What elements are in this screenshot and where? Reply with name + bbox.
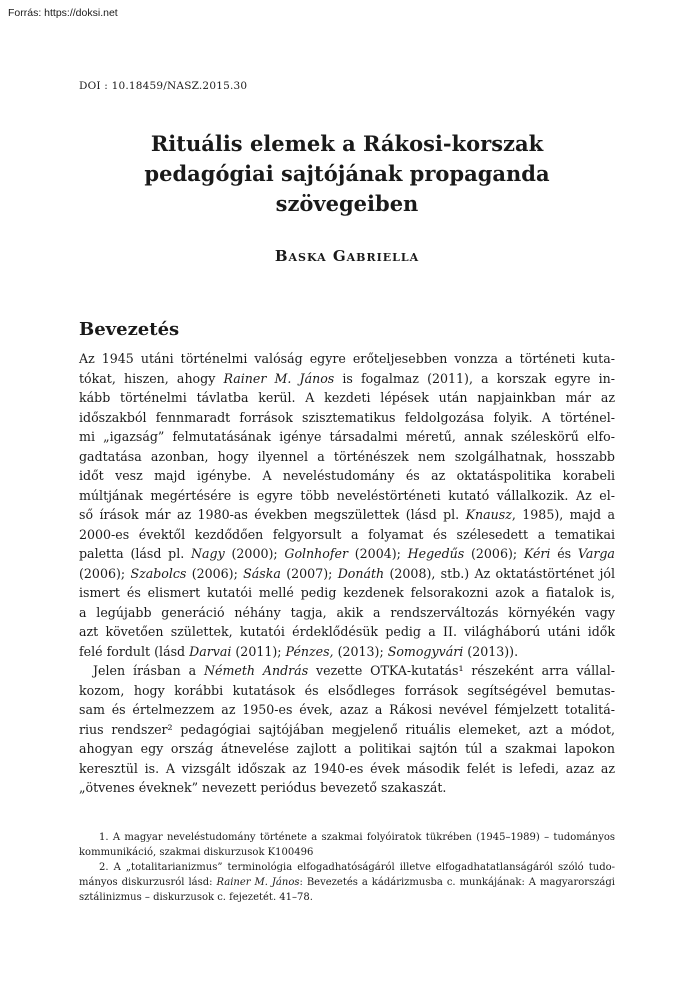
footnote-1: 1. A magyar neveléstudomány története a szakmai folyóiratok tükrében (1945–1989) – tudományos <box>99 832 615 843</box>
author-reference: Golnhofer <box>284 546 348 561</box>
text-line: felé fordult (lásd Darvai (2011); Pénzes, (2013); Somogyvári (2013)). <box>79 643 519 659</box>
title-line: pedagógiai sajtójának propaganda <box>144 161 550 186</box>
text-line: ső írások már az 1980-as években megszülettek (lásd pl. Knausz, 1985), majd a <box>79 507 615 522</box>
text-line: azt követően születtek, kutatói érdeklődésük pedig a II. világháború utáni idők <box>79 624 615 639</box>
text-line: gadtatása azonban, hogy ilyennel a történészek nem szolgálhatnak, hosszabb <box>79 448 615 464</box>
text-line: ismert és elismert kutatói mellé pedig kezdenek felsorakozni azok a fiatalok is, <box>79 585 615 600</box>
author-reference: Rainer M. János <box>216 877 300 888</box>
author-reference: Rainer M. János <box>223 370 335 386</box>
text-line: kább történelmi távlatba kerül. A kezdeti lépések után napjainkban már az <box>79 390 615 405</box>
text-line: tókat, hiszen, ahogy Rainer M. János is fogalmaz (2011), a korszak egyre in- <box>79 370 616 386</box>
text-line: keresztül is. A vizsgált időszak az 1940-es évek második felét is lefedi, azaz az <box>79 760 615 776</box>
footnote-2-cont: sztálinizmus – diskurzusok c. fejezetét. 41–78. <box>79 892 313 903</box>
text-line: ahogyan egy ország átnevelése zajlott a politikai sajtón túl a szakmai lapokon <box>79 741 615 756</box>
text-line: 2000-es évektől kezdődően felgyorsult a folyamat és szélesedett a tematikai <box>79 526 615 542</box>
author-reference: Donáth <box>337 565 385 581</box>
section-heading: Bevezetés <box>79 319 180 340</box>
author-reference: Pénzes, <box>285 643 334 659</box>
author-reference: Knausz <box>465 507 512 522</box>
title-line: szövegeiben <box>275 191 419 216</box>
text-line: mi „igazság” felmutatásának igénye társadalmi méretű, annak széleskörű elfo- <box>79 429 615 444</box>
text-line: időt vesz majd igénybe. A neveléstudomány és az oktatáspolitika korabeli <box>79 468 615 483</box>
text-line: (2006); Szabolcs (2006); Sáska (2007); Donáth (2008), stb.) Az oktatástörténet jól <box>79 565 615 581</box>
footnote-2: 2. A „totalitarianizmus” terminológia elfogadhatóságáról illetve elfogadhatatlanságáról szóló tudo- <box>99 862 615 873</box>
author-reference: Szabolcs <box>130 565 187 581</box>
author-reference: Darvai <box>189 643 232 659</box>
text-line: a legújabb generáció néhány tagja, akik a rendszerváltozás környékén vagy <box>79 604 615 620</box>
text-line: Jelen írásban a Németh András vezette OTKA-kutatás¹ részeként arra vállal- <box>93 663 615 678</box>
title-line: Rituális elemek a Rákosi-korszak <box>150 131 544 156</box>
doi: DOI : 10.18459/NASZ.2015.30 <box>79 80 248 92</box>
text-line: „ötvenes éveknek” nevezett periódus bevezető szakaszát. <box>79 780 447 795</box>
author-name: Baska Gabriella <box>274 247 420 265</box>
text-line: sam és értelmezzem az 1950-es évek, azaz a Rákosi nevével fémjelzett totalitá- <box>79 702 615 717</box>
author-reference: Sáska <box>243 565 281 581</box>
text-line: időszakból fennmaradt források szisztematikus feldolgozása folyik. A történel- <box>79 409 615 425</box>
text-line: kozom, hogy korábbi kutatások és elsődleges források segítségével bemutas- <box>79 682 615 698</box>
author-reference: Hegedűs <box>407 546 465 561</box>
text-line: Az 1945 utáni történelmi valóság egyre erőteljesebben vonzza a történeti kuta- <box>79 351 615 366</box>
author-reference: Kéri <box>523 546 551 561</box>
source-label: Forrás: https://doksi.net <box>8 7 118 19</box>
text-line: rius rendszer² pedagógiai sajtójában megjelenő rituális elemeket, azt a módot, <box>79 721 615 737</box>
footnote-2-cont: mányos diskurzusról lásd: Rainer M. János: Bevezetés a kádárizmusba c. munkájának: A magyarországi <box>79 877 615 888</box>
author-reference: Nagy <box>191 546 225 561</box>
body-text <box>79 349 615 798</box>
text-line: paletta (lásd pl. Nagy (2000); Golnhofer (2004); Hegedűs (2006); Kéri és Varga <box>79 546 615 561</box>
author-reference: Somogyvári <box>387 643 464 659</box>
footnote-1-cont: kommunikáció, szakmai diskurzusok K100496 <box>79 847 314 858</box>
text-line: múltjának megértésére is egyre több neveléstörténeti kutató vállalkozik. Az el- <box>79 487 615 503</box>
article-title <box>79 129 615 219</box>
author-reference: Varga <box>577 546 615 561</box>
author-reference: Németh András <box>203 663 309 678</box>
footnotes <box>79 830 615 905</box>
